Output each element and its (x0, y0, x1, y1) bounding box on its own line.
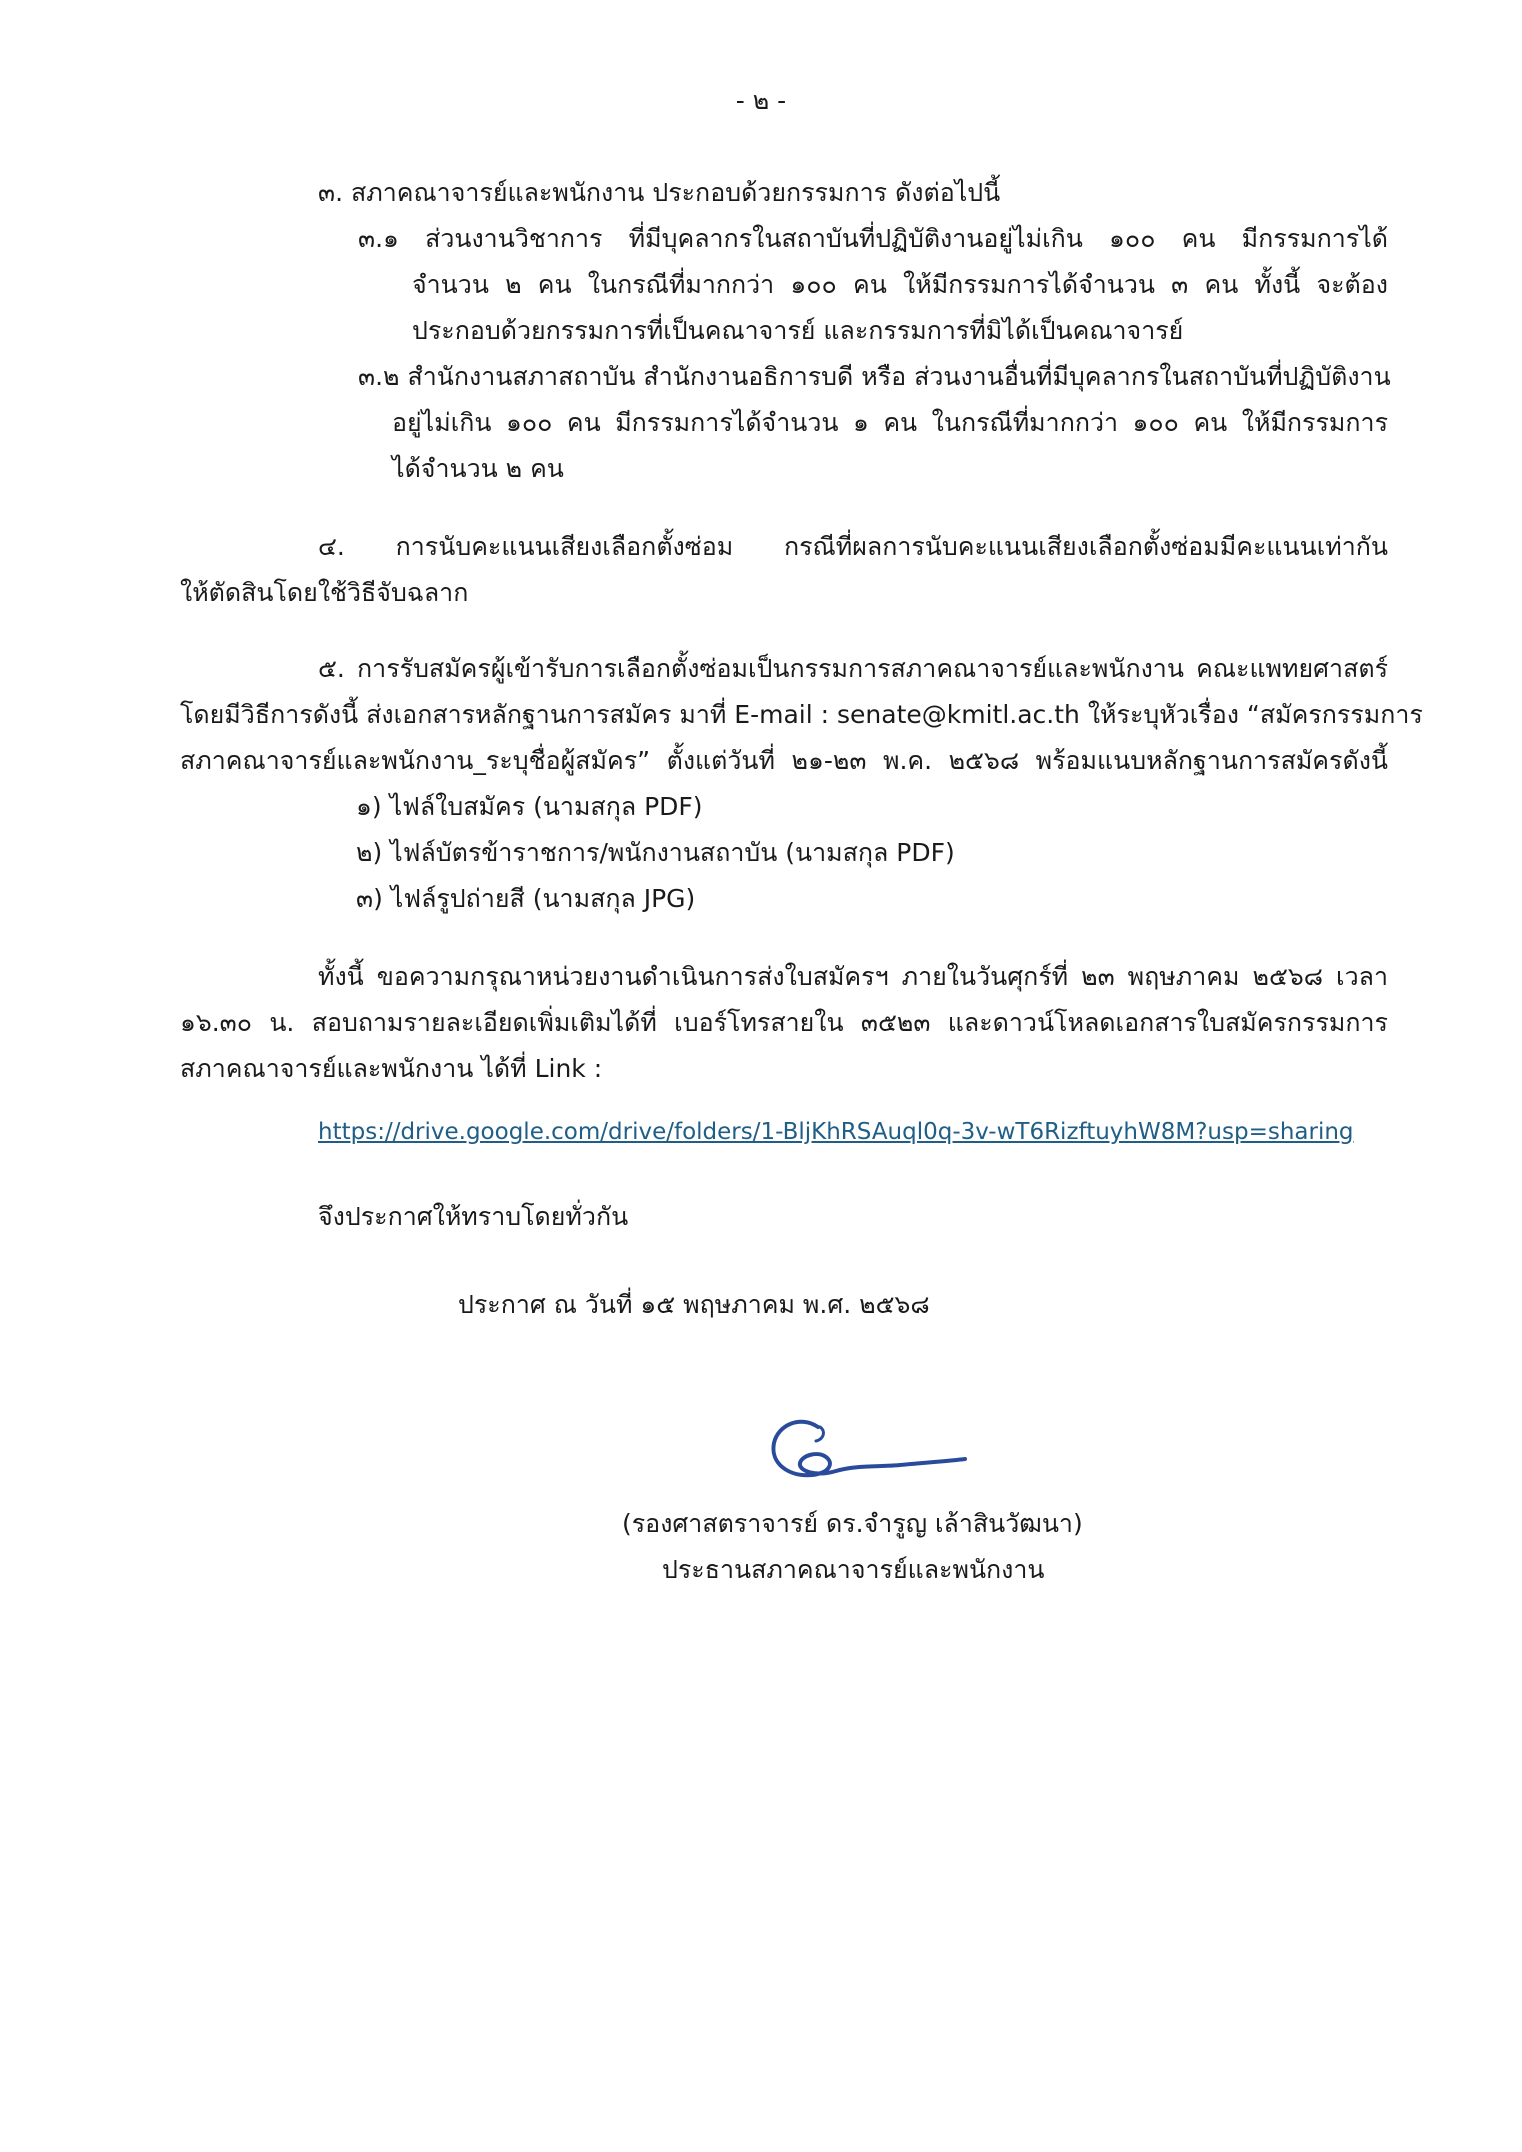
section-3-2-line-3: ได้จำนวน ๒ คน (392, 454, 564, 483)
section-4-line-1: ๔. การนับคะแนนเสียงเลือกตั้งซ่อม กรณีที่ผลการนับคะแนนเสียงเลือกตั้งซ่อมมีคะแนนเท่ากัน (318, 532, 1388, 561)
signatory-title: ประธานสภาคณาจารย์และพนักงาน (662, 1555, 1045, 1584)
closing-line-2: ๑๖.๓๐ น. สอบถามรายละเอียดเพิ่มเติมได้ที่ เบอร์โทรสายใน ๓๕๒๓ และดาวน์โหลดเอกสารใบสมัครกรรมการ (180, 1008, 1388, 1037)
section-3-1-line-3: ประกอบด้วยกรรมการที่เป็นคณาจารย์ และกรรมการที่มิได้เป็นคณาจารย์ (412, 316, 1184, 345)
closing-line-1: ทั้งนี้ ขอความกรุณาหน่วยงานดำเนินการส่งใบสมัครฯ ภายในวันศุกร์ที่ ๒๓ พฤษภาคม ๒๕๖๘ เวลา (318, 962, 1388, 991)
signatory-name: (รองศาสตราจารย์ ดร.จำรูญ เล้าสินวัฒนา) (622, 1509, 1083, 1538)
section-5-line-3: สภาคณาจารย์และพนักงาน_ระบุชื่อผู้สมัคร” ตั้งแต่วันที่ ๒๑-๒๓ พ.ค. ๒๕๖๘ พร้อมแนบหลักฐานการสมัครดังนี้ (180, 746, 1388, 775)
announcement-date: ประกาศ ณ วันที่ ๑๕ พฤษภาคม พ.ศ. ๒๕๖๘ (458, 1290, 930, 1319)
section-3-2-line-2: อยู่ไม่เกิน ๑๐๐ คน มีกรรมการได้จำนวน ๑ คน ในกรณีที่มากกว่า ๑๐๐ คน ให้มีกรรมการ (392, 408, 1388, 437)
section-3-heading: ๓. สภาคณาจารย์และพนักงาน ประกอบด้วยกรรมการ ดังต่อไปนี้ (318, 178, 1001, 207)
section-3-2-line-1: ๓.๒ สำนักงานสภาสถาบัน สำนักงานอธิการบดี หรือ ส่วนงานอื่นที่มีบุคลากรในสถาบันที่ปฏิบัติงาน (358, 362, 1391, 391)
signature-image (760, 1405, 980, 1495)
section-5-line-2: โดยมีวิธีการดังนี้ ส่งเอกสารหลักฐานการสมัคร มาที่ E-mail : senate@kmitl.ac.th ให้ระบุหัวเรื่อง “สมัครกรรมการ (180, 700, 1423, 729)
attachment-item-2: ๒) ไฟล์บัตรข้าราชการ/พนักงานสถาบัน (นามสกุล PDF) (356, 838, 955, 867)
attachment-item-3: ๓) ไฟล์รูปถ่ายสี (นามสกุล JPG) (356, 884, 696, 913)
section-3-1-line-1: ๓.๑ ส่วนงานวิชาการ ที่มีบุคลากรในสถาบันที่ปฏิบัติงานอยู่ไม่เกิน ๑๐๐ คน มีกรรมการได้ (358, 224, 1388, 253)
closing-line-3: สภาคณาจารย์และพนักงาน ได้ที่ Link : (180, 1054, 603, 1083)
page-number: - ๒ - (735, 86, 787, 115)
download-link[interactable]: https://drive.google.com/drive/folders/1-BljKhRSAuql0q-3v-wT6RizftuyhW8M?usp=sharing (318, 1119, 1354, 1145)
attachment-item-1: ๑) ไฟล์ใบสมัคร (นามสกุล PDF) (356, 792, 703, 821)
announce-text: จึงประกาศให้ทราบโดยทั่วกัน (318, 1202, 629, 1231)
section-5-line-1: ๕. การรับสมัครผู้เข้ารับการเลือกตั้งซ่อมเป็นกรรมการสภาคณาจารย์และพนักงาน คณะแพทยศาสตร์ (318, 654, 1388, 683)
section-4-line-2: ให้ตัดสินโดยใช้วิธีจับฉลาก (180, 578, 469, 607)
section-3-1-line-2: จำนวน ๒ คน ในกรณีที่มากกว่า ๑๐๐ คน ให้มีกรรมการได้จำนวน ๓ คน ทั้งนี้ จะต้อง (412, 270, 1388, 299)
